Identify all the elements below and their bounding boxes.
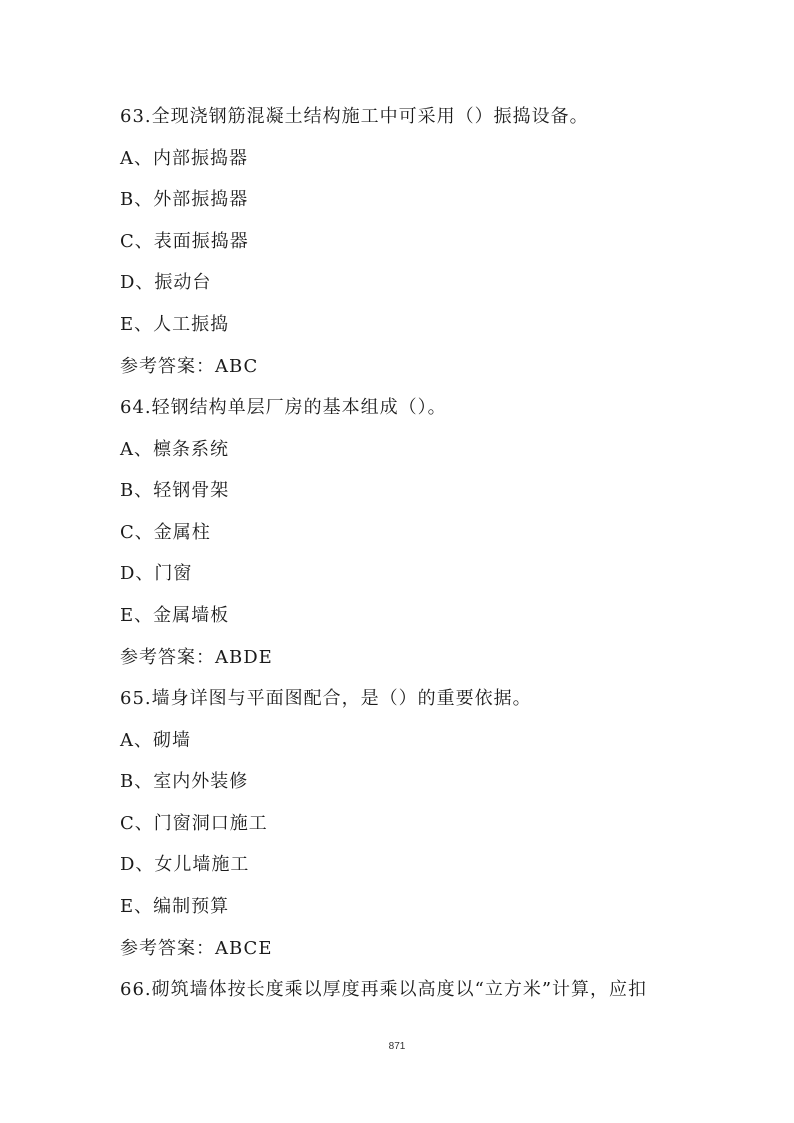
page-number: 871: [388, 1041, 406, 1052]
question-63-option-b: B、外部振捣器: [120, 189, 249, 210]
question-64-option-a: A、檩条系统: [120, 439, 229, 460]
question-63-option-d: D、振动台: [120, 272, 212, 293]
question-63-option-e: E、人工振捣: [120, 314, 230, 335]
question-63-option-a: A、内部振捣器: [120, 148, 248, 169]
question-65-option-b: B、室内外装修: [120, 771, 249, 792]
question-64-answer: 参考答案：ABDE: [120, 647, 273, 668]
question-65-option-a: A、砌墙: [120, 730, 191, 751]
question-65-option-e: E、编制预算: [120, 896, 230, 917]
question-64-option-e: E、金属墙板: [120, 605, 230, 626]
question-65-stem: 65.墙身详图与平面图配合，是（）的重要依据。: [120, 688, 532, 709]
question-65-answer: 参考答案：ABCE: [120, 938, 273, 959]
question-66-stem: 66.砌筑墙体按长度乘以厚度再乘以高度以“立方米”计算，应扣: [120, 979, 648, 1000]
question-64-stem: 64.轻钢结构单层厂房的基本组成（）。: [120, 397, 447, 418]
question-63-option-c: C、表面振捣器: [120, 231, 249, 252]
question-64-option-b: B、轻钢骨架: [120, 480, 230, 501]
question-64-option-d: D、门窗: [120, 563, 193, 584]
question-65-option-d: D、女儿墙施工: [120, 854, 250, 875]
question-65-option-c: C、门窗洞口施工: [120, 813, 268, 834]
question-64-option-c: C、金属柱: [120, 522, 211, 543]
question-63-stem: 63.全现浇钢筋混凝土结构施工中可采用（）振捣设备。: [120, 106, 589, 127]
question-63-answer: 参考答案：ABC: [120, 356, 259, 377]
